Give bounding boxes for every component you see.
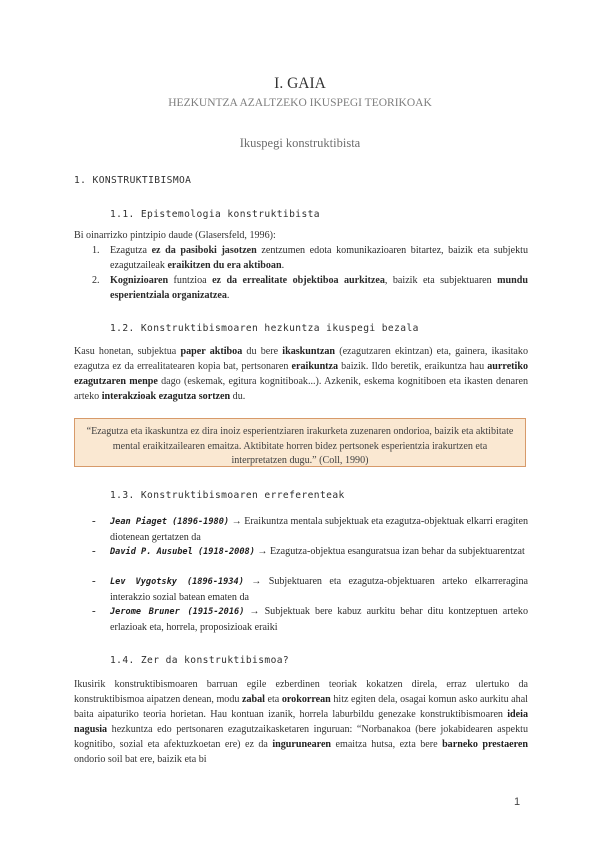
page-number: 1 xyxy=(514,796,521,808)
list-item-2: Kognizioaren funtzioa ez da errealitate objektiboa aurkitzea, baizik eta subjektuaren mundu esperientziala organizatzea. xyxy=(110,275,528,301)
bullet-dash: - xyxy=(92,605,96,617)
section-1-2-heading: 1.2. Konstruktibismoaren hezkuntza ikuspegi bezala xyxy=(110,323,419,334)
reference-item-ausubel: David P. Ausubel (1918-2008) → Ezagutza-objektua esanguratsua izan behar da subjektuarentzat xyxy=(110,546,525,557)
bullet-dash: - xyxy=(92,575,96,587)
section-1-4-paragraph: Ikusirik konstruktibismoaren barruan egile ezberdinen teoriak kokatzen direla, erraz ulertuko da konstruktibismoa aipatzen denean, modu zabal eta orokorrean hitz egiten dela, osagai komun asko aurkitu ahal baita aipaturiko teoria horietan. Hau kontuan izanik, horrela laburbildu genezake konstruktibismoaren ideia nagusia hezkuntza edo pertsonaren ezagutzaikasketaren inguruan: “Norbanakoa (bere jokabidearen aspektu kognitibo, sozial eta afektuzkoetan ere) ez da ingurunearen emaitza hutsa, ezta bere barneko prestaeren ondorio soil bat ere, baizik eta bi xyxy=(74,679,528,765)
bullet-dash: - xyxy=(92,545,96,557)
chapter-subtitle: HEZKUNTZA AZALTZEKO IKUSPEGI TEORIKOAK xyxy=(168,97,432,109)
list-item-1: Ezagutza ez da pasiboki jasotzen zentzumen edota komunikazioaren bitartez, baizik eta subjektu ezagutzaileak eraikitzen du era aktiboan. xyxy=(110,245,528,271)
section-1-1-intro: Bi oinarrizko pintzipio daude (Glasersfeld, 1996): xyxy=(74,230,276,241)
section-1-2-paragraph: Kasu honetan, subjektua paper aktiboa du bere ikaskuntzan (ezagutzaren ekintzan) eta, gainera, ikasitako ezagutza ez da errealitatearen kopia bat, pertsonaren eraikuntza baizik. Ildo beretik, eraikuntza hau aurretiko ezagutzaren menpe dago (eskemak, egitura kognitiboak...). Azkenik, eskema kognitiboen eta ikasten denaren arteko interakzioak ezagutza sortzen du. xyxy=(74,346,529,402)
list-number-1: 1. xyxy=(92,245,100,256)
section-1-4-heading: 1.4. Zer da konstruktibismoa? xyxy=(110,655,290,666)
reference-item-bruner: Jerome Bruner (1915-2016) → Subjektuak bere kabuz aurkitu behar ditu kontzeptuen arteko erlazioak eta, horrela, proposizioak eraiki xyxy=(110,606,528,633)
list-number-2: 2. xyxy=(92,275,100,286)
subsection-title: Ikuspegi konstruktibista xyxy=(239,136,361,150)
section-1-1-heading: 1.1. Epistemologia konstruktibista xyxy=(110,209,320,220)
reference-item-piaget: Jean Piaget (1896-1980) → Eraikuntza mentala subjektuak eta ezagutza-objektuak elkarri eragiten diotenean gertatzen da xyxy=(110,516,529,543)
bullet-dash: - xyxy=(92,515,96,527)
chapter-title: I. GAIA xyxy=(274,75,326,92)
section-1-3-heading: 1.3. Konstruktibismoaren erreferenteak xyxy=(110,490,345,501)
section-1-heading: 1. KONSTRUKTIBISMOA xyxy=(74,175,192,186)
reference-item-vygotsky: Lev Vygotsky (1896-1934) → Subjektuaren eta ezagutza-objektuaren arteko elkarreragina interakzio sozial batean ematen da xyxy=(110,576,528,603)
quote-box: “Ezagutza eta ikaskuntza ez dira inoiz esperientziaren irakurketa zuzenaren ondorioa, baizik eta aktibitate mental eraikitzailearen emaitza. Aktibitate horren bidez pertsonek esperientzia irakurtzen eta interpretatzen dugu.” (Coll, 1990) xyxy=(74,418,526,467)
